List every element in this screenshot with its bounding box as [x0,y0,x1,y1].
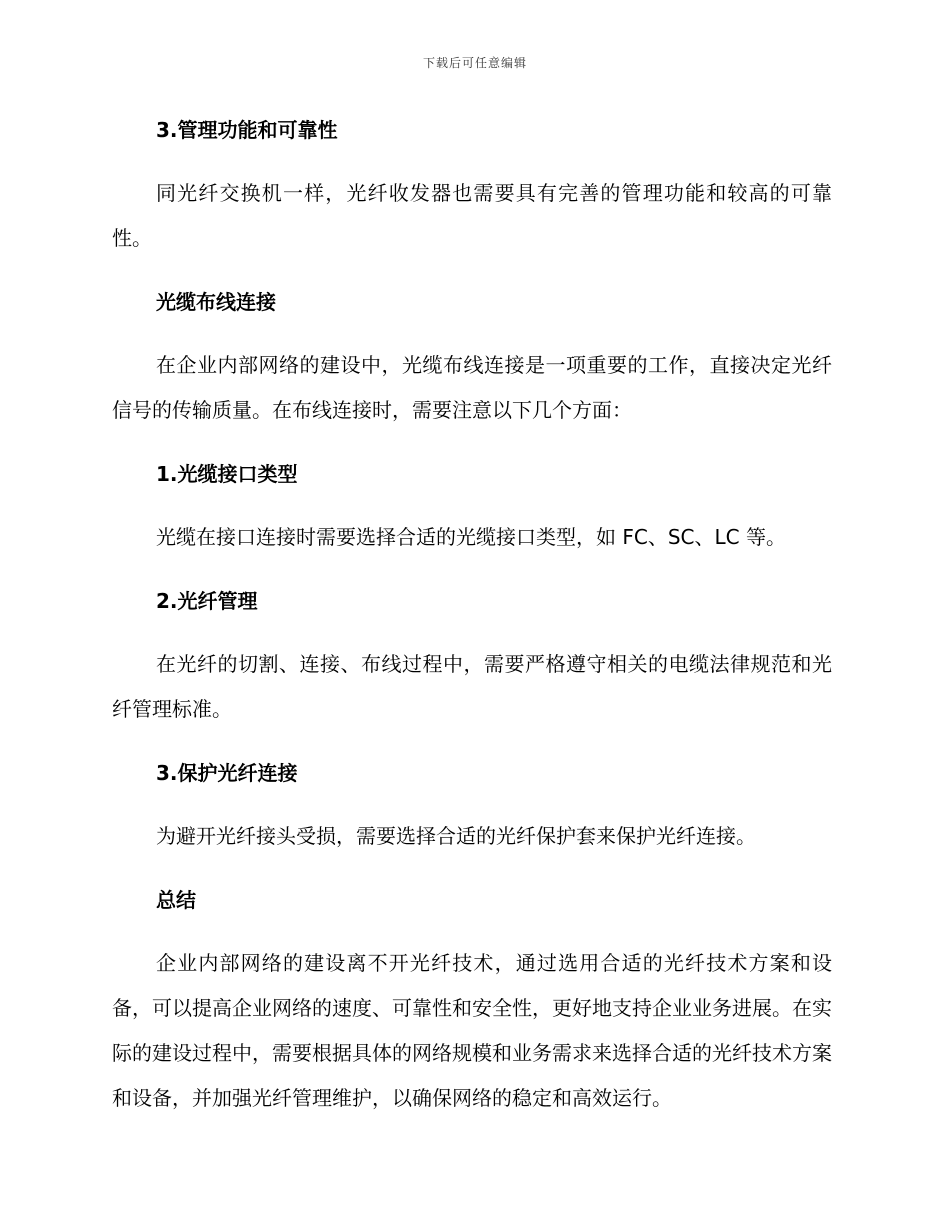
page-header: 下载后可任意编辑 [422,56,527,70]
section-paragraph-fiber-management: 在光纤的切割、连接、布线过程中，需要严格遵守相关的电缆法律规范和光纤管理标准。 [112,652,832,721]
section-heading-cabling: 光缆布线连接 [156,290,276,314]
section-paragraph-management: 同光纤交换机一样，光纤收发器也需要具有完善的管理功能和较高的可靠性。 [112,181,832,250]
document-body [112,114,832,1121]
section-heading-fiber-management: 2.光纤管理 [156,589,258,613]
section-heading-interface-type: 1.光缆接口类型 [156,462,298,486]
section-paragraph-summary: 企业内部网络的建设离不开光纤技术，通过选用合适的光纤技术方案和设备，可以提高企业网络的速度、可靠性和安全性，更好地支持企业业务进展。在实际的建设过程中，需要根据具体的网络规模和业务需求来选择合适的光纤技术方案和设备，并加强光纤管理维护，以确保网络的稳定和高效运行。 [112,951,832,1110]
section-heading-protection: 3.保护光纤连接 [156,761,298,785]
section-heading-summary: 总结 [156,888,196,912]
section-paragraph-protection: 为避开光纤接头受损，需要选择合适的光纤保护套来保护光纤连接。 [156,824,756,848]
section-paragraph-cabling: 在企业内部网络的建设中，光缆布线连接是一项重要的工作，直接决定光纤信号的传输质量。在布线连接时，需要注意以下几个方面： [112,353,832,422]
section-heading-management: 3.管理功能和可靠性 [156,118,338,142]
section-paragraph-interface-type: 光缆在接口连接时需要选择合适的光缆接口类型，如 FC、SC、LC 等。 [156,525,786,549]
